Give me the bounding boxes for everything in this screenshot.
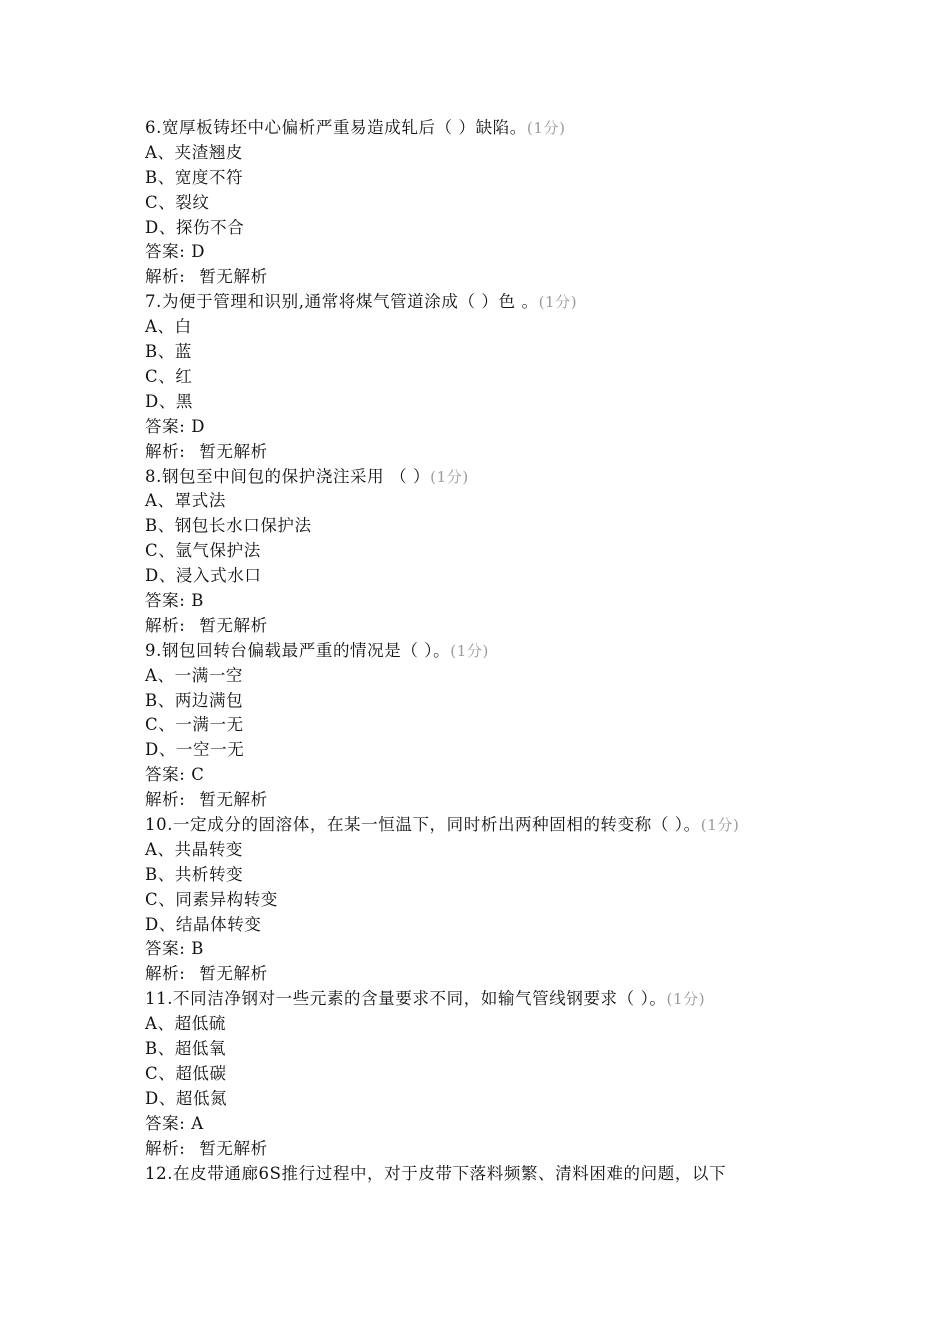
score-label: (1分) xyxy=(450,641,489,660)
option-b: B、钢包长水口保护法 xyxy=(145,516,312,536)
analysis-label: 解析: xyxy=(145,790,186,810)
document-page xyxy=(145,116,805,1186)
analysis-line xyxy=(145,614,805,639)
option-c: C、氩气保护法 xyxy=(145,541,261,561)
stem-text: 10.一定成分的固溶体，在某一恒温下，同时析出两种固相的转变称（ ）。 xyxy=(145,815,701,834)
analysis-line xyxy=(145,265,805,290)
option-c: C、裂纹 xyxy=(145,192,210,212)
question-stem-truncated: 12.在皮带通廊6S推行过程中，对于皮带下落料频繁、清料困难的问题，以下 xyxy=(145,1163,727,1183)
question-stem xyxy=(145,813,805,838)
question-block xyxy=(145,813,805,987)
score-label: (1分) xyxy=(526,119,566,137)
answer-line: 答案: A xyxy=(145,1113,204,1133)
analysis-text: 暂无解析 xyxy=(199,615,268,635)
option-d: D、一空一无 xyxy=(145,740,245,760)
score-label: (1分) xyxy=(700,816,740,834)
option-a: A、罩式法 xyxy=(145,491,226,511)
score-label: (1分) xyxy=(666,990,706,1009)
stem-text: 6.宽厚板铸坯中心偏析严重易造成轧后（ ）缺陷。 xyxy=(145,118,527,137)
analysis-text: 暂无解析 xyxy=(199,441,268,461)
stem-text: 7.为便于管理和识别,通常将煤气管道涂成（ ）色 。 xyxy=(145,292,539,312)
analysis-label: 解析: xyxy=(145,615,186,635)
analysis-text: 暂无解析 xyxy=(199,964,268,984)
option-a: A、共晶转变 xyxy=(145,839,244,859)
answer-line: 答案: C xyxy=(145,765,205,785)
option-b: B、共析转变 xyxy=(145,864,244,884)
analysis-label: 解析: xyxy=(145,964,186,984)
analysis-label: 解析: xyxy=(145,441,186,461)
question-stem xyxy=(145,639,805,664)
option-b: B、蓝 xyxy=(145,342,192,362)
analysis-text: 暂无解析 xyxy=(199,1138,268,1158)
answer-line: 答案: D xyxy=(145,242,206,262)
option-a: A、夹渣翘皮 xyxy=(145,142,244,162)
option-c: C、超低碳 xyxy=(145,1063,227,1083)
stem-text: 9.钢包回转台偏载最严重的情况是（ ）。 xyxy=(145,640,451,660)
question-stem xyxy=(145,116,805,141)
question-block xyxy=(145,639,805,813)
answer-line: 答案: B xyxy=(145,590,204,610)
option-d: D、黑 xyxy=(145,391,194,411)
question-stem xyxy=(145,290,805,315)
score-label: (1分) xyxy=(538,293,578,312)
analysis-line xyxy=(145,788,805,813)
option-a: A、一满一空 xyxy=(145,665,244,685)
analysis-line xyxy=(145,440,805,465)
answer-line: 答案: D xyxy=(145,416,206,436)
answer-line: 答案: B xyxy=(145,939,204,959)
analysis-label: 解析: xyxy=(145,1138,186,1158)
option-b: B、超低氧 xyxy=(145,1039,227,1059)
question-block xyxy=(145,116,805,290)
question-stem xyxy=(145,987,805,1012)
question-stem xyxy=(145,465,805,490)
option-c: C、一满一无 xyxy=(145,715,244,735)
question-block xyxy=(145,290,805,464)
option-d: D、超低氮 xyxy=(145,1088,228,1108)
stem-text: 11.不同洁净钢对一些元素的含量要求不同，如输气管线钢要求（ ）。 xyxy=(145,989,667,1009)
option-b: B、宽度不符 xyxy=(145,167,244,187)
analysis-text: 暂无解析 xyxy=(199,267,268,287)
option-d: D、浸入式水口 xyxy=(145,566,262,586)
question-block xyxy=(145,987,805,1161)
option-b: B、两边满包 xyxy=(145,690,244,710)
stem-text: 8.钢包至中间包的保护浇注采用 （ ） xyxy=(145,466,431,486)
analysis-line xyxy=(145,1137,805,1162)
question-block xyxy=(145,465,805,639)
option-a: A、超低硫 xyxy=(145,1014,226,1034)
option-a: A、白 xyxy=(145,317,192,337)
analysis-text: 暂无解析 xyxy=(199,790,268,810)
option-d: D、结晶体转变 xyxy=(145,914,262,934)
analysis-label: 解析: xyxy=(145,267,186,287)
option-c: C、同素异构转变 xyxy=(145,889,278,909)
option-c: C、红 xyxy=(145,366,193,386)
score-label: (1分) xyxy=(430,467,469,486)
analysis-line xyxy=(145,962,805,987)
option-d: D、探伤不合 xyxy=(145,217,245,237)
